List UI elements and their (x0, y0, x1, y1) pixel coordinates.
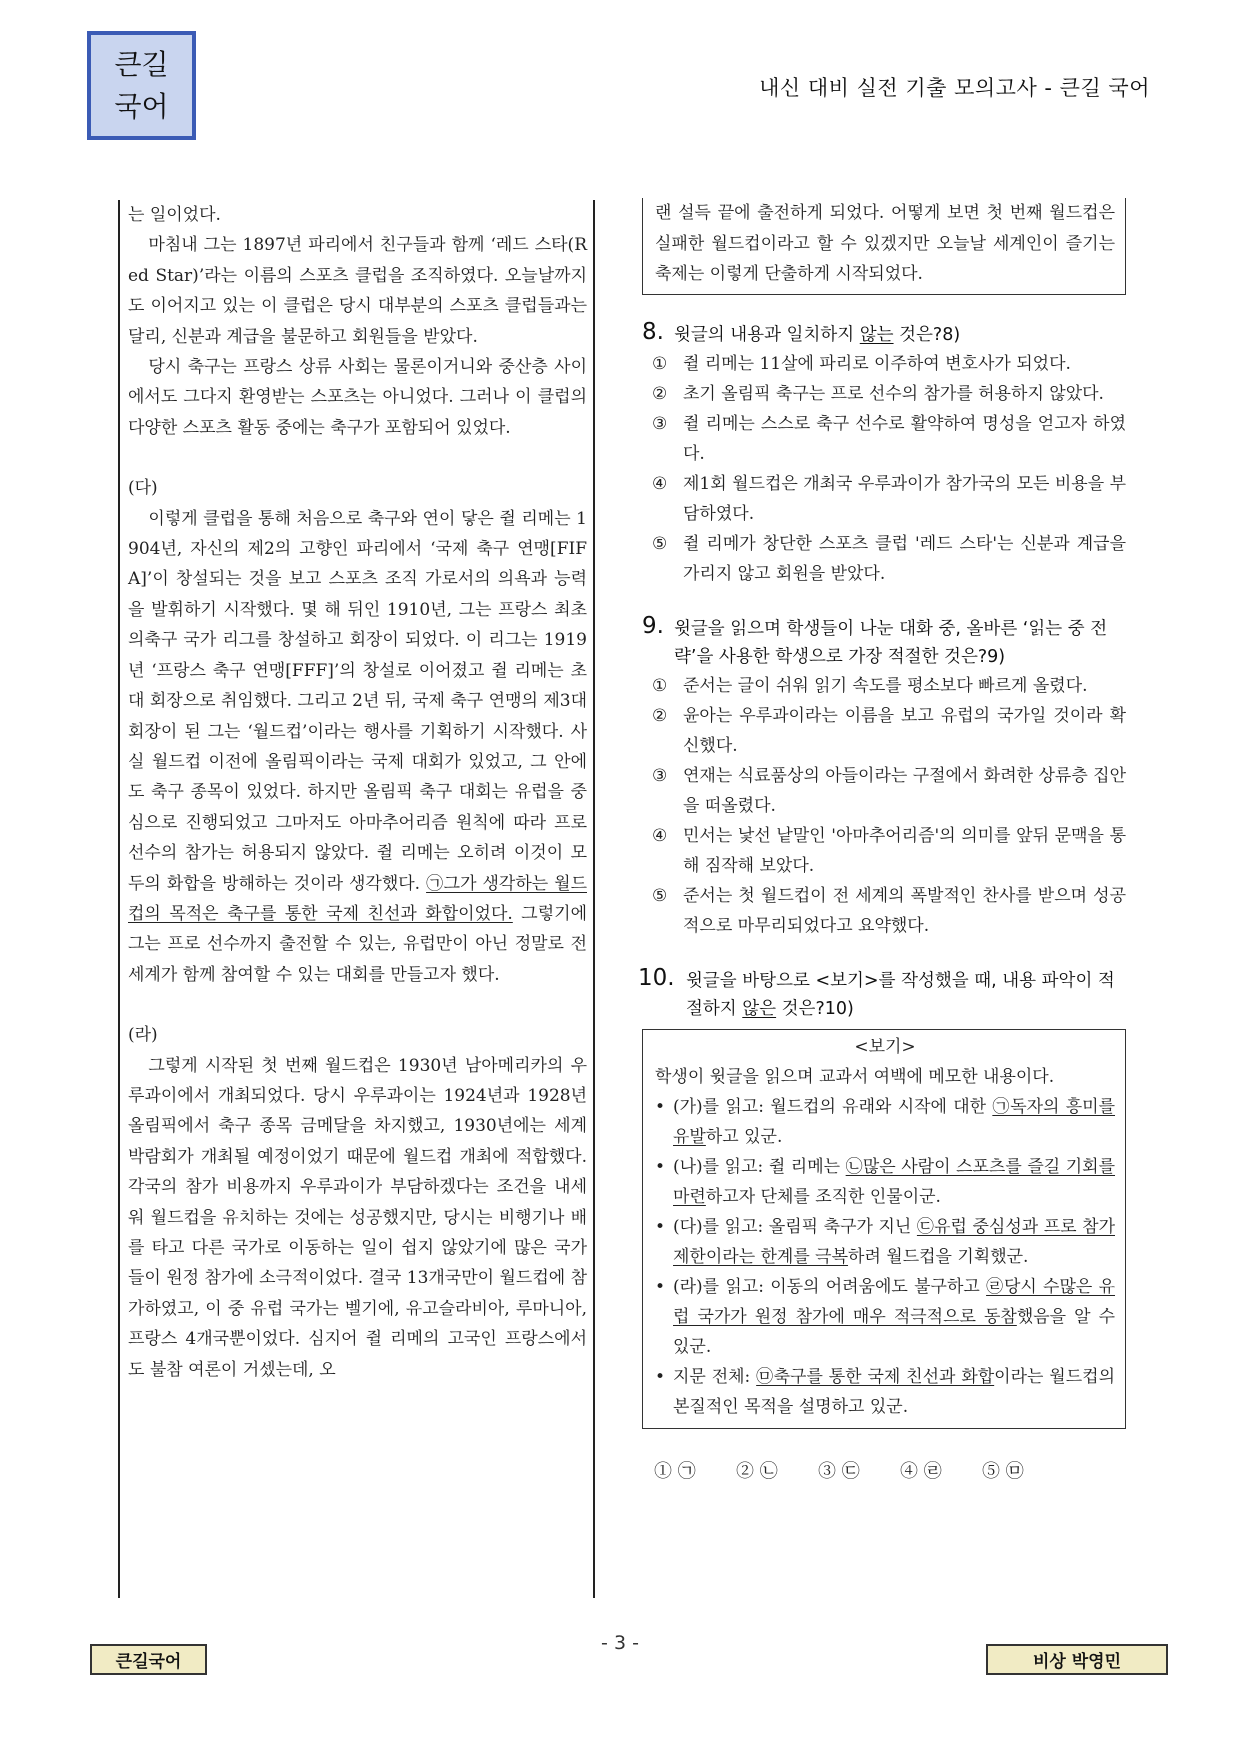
logo-line-2: 국어 (114, 89, 169, 123)
logo-line-1: 큰길 (114, 47, 169, 81)
answer-option[interactable] (652, 349, 1126, 379)
bogi-text: 했음을 알 수 있군. (673, 1306, 1115, 1357)
bogi-text: 이라는 월드컵의 본질적인 목적을 설명하고 있군. (673, 1366, 1115, 1417)
answer-option[interactable] (652, 821, 1126, 881)
question-8 (642, 318, 1126, 589)
option-text: 쥘 리메가 창단한 스포츠 클럽 '레드 스타'는 신분과 계급을 가리지 않고 회원을 받았다. (683, 533, 1126, 584)
bogi-text: (다)를 읽고: 올림픽 축구가 지닌 (673, 1216, 917, 1237)
passage-paragraph: 당시 축구는 프랑스 상류 사회는 물론이거니와 중산층 사이에서도 그다지 환영받는 스포츠는 아니었다. 그러나 이 클럽의 다양한 스포츠 활동 중에는 축구가 포함되어 있었다. (128, 357, 587, 438)
option-text: 제1회 월드컵은 개최국 우루과이가 참가국의 모든 비용을 부담하였다. (683, 473, 1126, 524)
answer-choices (642, 1457, 1126, 1483)
bogi-text: (라)를 읽고: 이동의 어려움에도 불구하고 (673, 1276, 987, 1297)
bogi-box (642, 1029, 1126, 1429)
bogi-item (655, 1272, 1115, 1362)
question-10 (638, 964, 1126, 1483)
passage-paragraph: 마침내 그는 1897년 파리에서 친구들과 함께 ‘레드 스타(Red Star)’라는 이름의 스포츠 클럽을 조직하였다. 오늘날까지도 이어지고 있는 이 클럽은 당시 대부분의 스포츠 클럽들과는 달리, 신분과 계급을 불문하고 회원들을 받았다. (128, 235, 587, 347)
bogi-item (655, 1152, 1115, 1212)
bogi-underlined: ㉣당시 수많은 유럽 국가가 원정 참가에 매우 적극적으로 동참 (673, 1276, 1116, 1327)
answer-option[interactable] (652, 881, 1126, 941)
answer-option[interactable] (652, 529, 1126, 589)
passage-paragraph: 는 일이었다. (128, 205, 221, 225)
section-label-ra: (라) (128, 1025, 158, 1046)
bogi-intro: 학생이 윗글을 읽으며 교과서 여백에 메모한 내용이다. (655, 1066, 1055, 1087)
question-emphasis: 않은 (742, 998, 777, 1019)
option-text: 쥘 리메는 11살에 파리로 이주하여 변호사가 되었다. (683, 353, 1071, 374)
option-mark: ③ (652, 765, 668, 786)
passage-paragraph: 그렇게 시작된 첫 번째 월드컵은 1930년 남아메리카의 우루과이에서 개최되었다. 당시 우루과이는 1924년과 1928년 올림픽에서 축구 종목 금메달을 차지했고, 1930년에는 세계 박람회가 개최될 예정이었기 때문에 월드컵 개최에 적합했다. 각국의 참가 비용까지 우루과이가 부담하겠다는 조건을 내세워 월드컵을 유치하는 것에는 성공했지만, 당시는 비행기나 배를 타고 다른 국가로 이동하는 일이 쉽지 않았기에 많은 국가들이 원정 참가에 소극적이었다. 결국 13개국만이 월드컵에 참가하였고, 이 중 유럽 국가는 벨기에, 유고슬라비아, 루마니아, 프랑스 4개국뿐이었다. 심지어 쥘 리메의 고국인 프랑스에서도 불참 여론이 거셌는데, 오 (128, 1055, 587, 1380)
option-text: 준서는 첫 월드컵이 전 세계의 폭발적인 찬사를 받으며 성공적으로 마무리되었다고 요약했다. (683, 885, 1126, 936)
bogi-text: (나)를 읽고: 쥘 리메는 (673, 1156, 846, 1177)
question-emphasis: 않는 (859, 324, 894, 345)
question-text: 윗글의 내용과 일치하지 (674, 324, 860, 345)
passage-paragraph (128, 504, 587, 991)
option-text: 준서는 글이 쉬워 읽기 속도를 평소보다 빠르게 올렸다. (683, 675, 1088, 696)
page-header-title: 내신 대비 실전 기출 모의고사 - 큰길 국어 (759, 76, 1150, 100)
answer-option[interactable] (652, 761, 1126, 821)
bogi-title: <보기> (854, 1036, 916, 1057)
option-mark: ② (652, 705, 668, 726)
question-text: 것은?10) (776, 998, 854, 1019)
bogi-underlined: ㉤축구를 통한 국제 친선과 화합 (756, 1366, 995, 1387)
option-text: 쥘 리메는 스스로 축구 선수로 활약하여 명성을 얻고자 하였다. (683, 413, 1126, 464)
answer-choice[interactable]: ① ㉠ (654, 1460, 696, 1482)
logo (87, 31, 196, 140)
bogi-text: (가)를 읽고: 월드컵의 유래와 시작에 대한 (673, 1096, 993, 1117)
answer-option[interactable] (652, 469, 1126, 529)
option-mark: ④ (652, 825, 668, 846)
question-text: 것은?8) (893, 324, 961, 345)
passage-text: 그렇기에 그는 프로 선수까지 출전할 수 있는, 유럽만이 아닌 정말로 전 세계가 함께 참여할 수 있는 대회를 만들고자 했다. (128, 903, 587, 985)
option-mark: ① (652, 675, 668, 696)
answer-choice[interactable]: ② ㉡ (736, 1460, 778, 1482)
section-label-da: (다) (128, 478, 158, 499)
passage-column (118, 200, 595, 1598)
question-title (642, 318, 1126, 349)
answer-option[interactable] (652, 379, 1126, 409)
option-text: 연재는 식료품상의 아들이라는 구절에서 화려한 상류층 집안을 떠올렸다. (683, 765, 1126, 816)
answer-option[interactable] (652, 671, 1126, 701)
option-text: 윤아는 우루과이라는 이름을 보고 유럽의 국가일 것이라 확신했다. (683, 705, 1126, 756)
option-mark: ③ (652, 413, 668, 434)
bogi-item (655, 1212, 1115, 1272)
answer-option[interactable] (652, 409, 1126, 469)
question-9 (642, 612, 1126, 941)
option-mark: ④ (652, 473, 668, 494)
bogi-text: 하려 월드컵을 기획했군. (848, 1246, 1029, 1267)
question-text: 윗글을 바탕으로 <보기>를 작성했을 때, 내용 파악이 적절하지 (686, 970, 1115, 1019)
passage-continuation-box: 랜 설득 끝에 출전하게 되었다. 어떻게 보면 첫 번째 월드컵은 실패한 월드컵이라고 할 수 있겠지만 오늘날 세계인이 즐기는 축제는 이렇게 단출하게 시작되었다. (642, 198, 1126, 295)
option-text: 초기 올림픽 축구는 프로 선수의 참가를 허용하지 않았다. (683, 383, 1104, 404)
answer-choice[interactable]: ④ ㉣ (900, 1460, 942, 1482)
bogi-item (655, 1362, 1115, 1422)
question-title (638, 964, 1126, 1023)
passage-text: 이렇게 클럽을 통해 처음으로 축구와 연이 닿은 쥘 리메는 1904년, 자신의 제2의 고향인 파리에서 ‘국제 축구 연맹[FIFA]’이 창설되는 것을 보고 스포츠 조직 가로서의 의욕과 능력을 발휘하기 시작했다. 몇 해 뒤인 1910년, 그는 프랑스 최초의축구 국가 리그를 창설하고 회장이 되었다. 이 리그는 1919년 ‘프랑스 축구 연맹[FFF]’의 창설로 이어졌고 쥘 리메는 초대 회장으로 취임했다. 그리고 2년 뒤, 국제 축구 연맹의 제3대 회장이 된 그는 ‘월드컵’이라는 행사를 기획하기 시작했다. 사실 월드컵 이전에 올림픽이라는 국제 대회가 있었고, 그 안에도 축구 종목이 있었다. 하지만 올림픽 축구 대회는 유럽을 중심으로 진행되었고 그마저도 아마추어리즘 원칙에 따라 프로 선수의 참가는 허용되지 않았다. 쥘 리메는 오히려 이것이 모두의 화합을 방해하는 것이라 생각했다. (128, 508, 587, 894)
footer-brand-label: 큰길국어 (90, 1644, 207, 1675)
answer-choice[interactable]: ③ ㉢ (818, 1460, 860, 1482)
bogi-item (655, 1092, 1115, 1152)
question-number: 10. (638, 964, 675, 991)
option-text: 민서는 낯선 낱말인 '아마추어리즘'의 의미를 앞뒤 문맥을 통해 짐작해 보았다. (683, 825, 1126, 876)
question-number: 8. (642, 318, 664, 345)
answer-choice[interactable]: ⑤ ㉤ (982, 1460, 1024, 1482)
question-title (642, 612, 1126, 671)
footer-author-label: 비상 박영민 (986, 1644, 1168, 1675)
bogi-underlined: ㉡많은 사람이 스포츠를 즐길 기회를 마련 (673, 1156, 1116, 1207)
bogi-text: 하고자 단체를 조직한 인물이군. (705, 1186, 941, 1207)
option-mark: ⑤ (652, 533, 668, 554)
option-mark: ① (652, 353, 668, 374)
questions-column (638, 198, 1126, 1483)
bogi-underlined: ㉢유럽 중심성과 프로 참가 제한이라는 한계를 극복 (673, 1216, 1115, 1267)
answer-option[interactable] (652, 701, 1126, 761)
option-mark: ⑤ (652, 885, 668, 906)
option-mark: ② (652, 383, 668, 404)
question-text: 윗글을 읽으며 학생들이 나눈 대화 중, 올바른 ‘읽는 중 전략’을 사용한 학생으로 가장 적절한 것은?9) (674, 618, 1108, 667)
bogi-text: 지문 전체: (673, 1366, 757, 1387)
underlined-sentence-giyeok: ㉠그가 생각하는 월드컵의 목적은 축구를 통한 국제 친선과 화합이었다. (128, 873, 587, 924)
page-number: - 3 - (601, 1632, 639, 1654)
question-number: 9. (642, 612, 664, 639)
bogi-underlined: ㉠독자의 흥미를 유발 (673, 1096, 1116, 1147)
bogi-text: 하고 있군. (705, 1126, 783, 1147)
